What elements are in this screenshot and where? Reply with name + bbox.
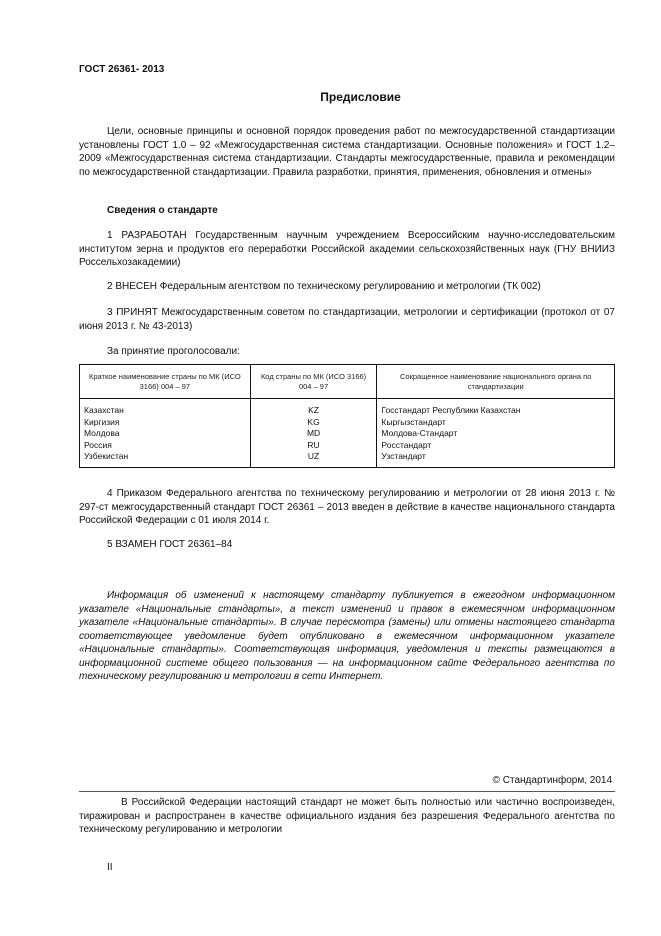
item-2-text: 2 ВНЕСЕН Федеральным агентством по техническому регулированию и метрологии (ТК 002)	[107, 281, 541, 292]
table-cell-code: KG	[307, 416, 320, 427]
table-cell-country: Киргизия	[84, 416, 120, 427]
table-cell-code: KZ	[308, 405, 319, 415]
divider	[79, 791, 615, 792]
code-column	[250, 399, 377, 468]
country-column	[80, 399, 251, 468]
table-cell-code: UZ	[307, 451, 320, 461]
item-1-text: 1 РАЗРАБОТАН Государственным научным учреждением Всероссийским научно-исследовательским институтом зерна и продуктов его переработки Российской академии сельскохозяйственных наук (ГНУ ВНИИЗ Россельхозакадемии)	[79, 230, 615, 268]
copyright: © Стандартинформ, 2014	[492, 775, 612, 786]
table-cell-body: Кыргызстандарт	[381, 416, 446, 427]
voting-table	[79, 364, 615, 468]
intro-paragraph	[79, 125, 615, 179]
table-cell-country: Молдова	[84, 428, 120, 438]
header-body: Сокращенное наименование национального органа по стандартизации	[377, 365, 615, 399]
body-column	[377, 399, 615, 468]
notice-text: В Российской Федерации настоящий стандарт не может быть полностью или частично воспроизведен, тиражирован и распространен в качестве официального издания без разрешения Федерального агентства по техническому регулированию и метрологии	[79, 797, 615, 835]
table-cell-body: Узстандарт	[381, 451, 426, 461]
table-cell-country: Узбекистан	[84, 451, 129, 461]
page-number: II	[107, 862, 113, 873]
item-2	[79, 280, 615, 294]
item-5-text: 5 ВЗАМЕН ГОСТ 26361–84	[107, 539, 233, 550]
header-code: Код страны по МК (ИСО 3166) 004 – 97	[250, 365, 377, 399]
intro-text: Цели, основные принципы и основной порядок проведения работ по межгосударственной стандартизации установлены ГОСТ 1.0 – 92 «Межгосударственная система стандартизации. Основные положения» и ГОСТ 1.2–2009 «Межгосударственная система стандартизации. Стандарты межгосударственные, правила и рекомендации по межгосударственной стандартизации. Правила разработки, принятия, применения, обновления и отмены»	[79, 126, 615, 178]
section-heading-text: Сведения о стандарте	[107, 205, 218, 216]
section-heading	[79, 204, 615, 218]
info-text: Информация об изменений к настоящему стандарту публикуется в ежегодном информационном указателе «Национальные стандарты», а текст изменений и правок в ежемесячном информационном указателе «Национальные стандарты». В случае пересмотра (замены) или отмены настоящего стандарта соответствующее уведомление будет опубликовано в ежемесячном информационном указателе «Национальные стандарты». Соответствующая информация, уведомления и тексты размещаются в информационной системе общего пользования — на информационном сайте Федерального агентства по техническому регулированию и метрологии в сети Интернет.	[79, 590, 615, 682]
item-5	[79, 538, 615, 552]
table-cell-body: Молдова-Стандарт	[381, 428, 458, 438]
table-cell-country: Казахстан	[84, 405, 124, 415]
table-header-row	[80, 365, 615, 399]
table-cell-code: MD	[306, 428, 321, 438]
voted-label	[79, 345, 615, 359]
page-title: Предисловие	[320, 90, 401, 104]
header-country: Краткое наименование страны по МК (ИСО 3166) 004 – 97	[80, 365, 251, 399]
item-3-text: 3 ПРИНЯТ Межгосударственным советом по стандартизации, метрологии и сертификации (протокол от 07 июня 2013 г. № 43-2013)	[79, 307, 615, 332]
table-cell-code: RU	[307, 439, 320, 450]
item-4-text: 4 Приказом Федерального агентства по техническому регулированию и метрологии от 28 июня 2013 г. № 297-ст межгосударственный стандарт ГОСТ 26361 – 2013 введен в действие в качестве национального стандарта Российской Федерации с 01 июля 2014 г.	[79, 488, 615, 526]
table-cell-body: Росстандарт	[381, 439, 432, 450]
info-paragraph	[79, 589, 615, 684]
notice-paragraph	[79, 796, 615, 837]
document-header: ГОСТ 26361- 2013	[79, 64, 165, 75]
voted-label-text: За принятие проголосовали:	[107, 346, 240, 357]
table-cell-country: Россия	[84, 439, 112, 450]
item-1	[79, 229, 615, 270]
item-4	[79, 487, 615, 528]
table-cell-body: Госстандарт Республики Казахстан	[381, 405, 521, 415]
table-body-row	[80, 399, 615, 468]
item-3	[79, 306, 615, 333]
